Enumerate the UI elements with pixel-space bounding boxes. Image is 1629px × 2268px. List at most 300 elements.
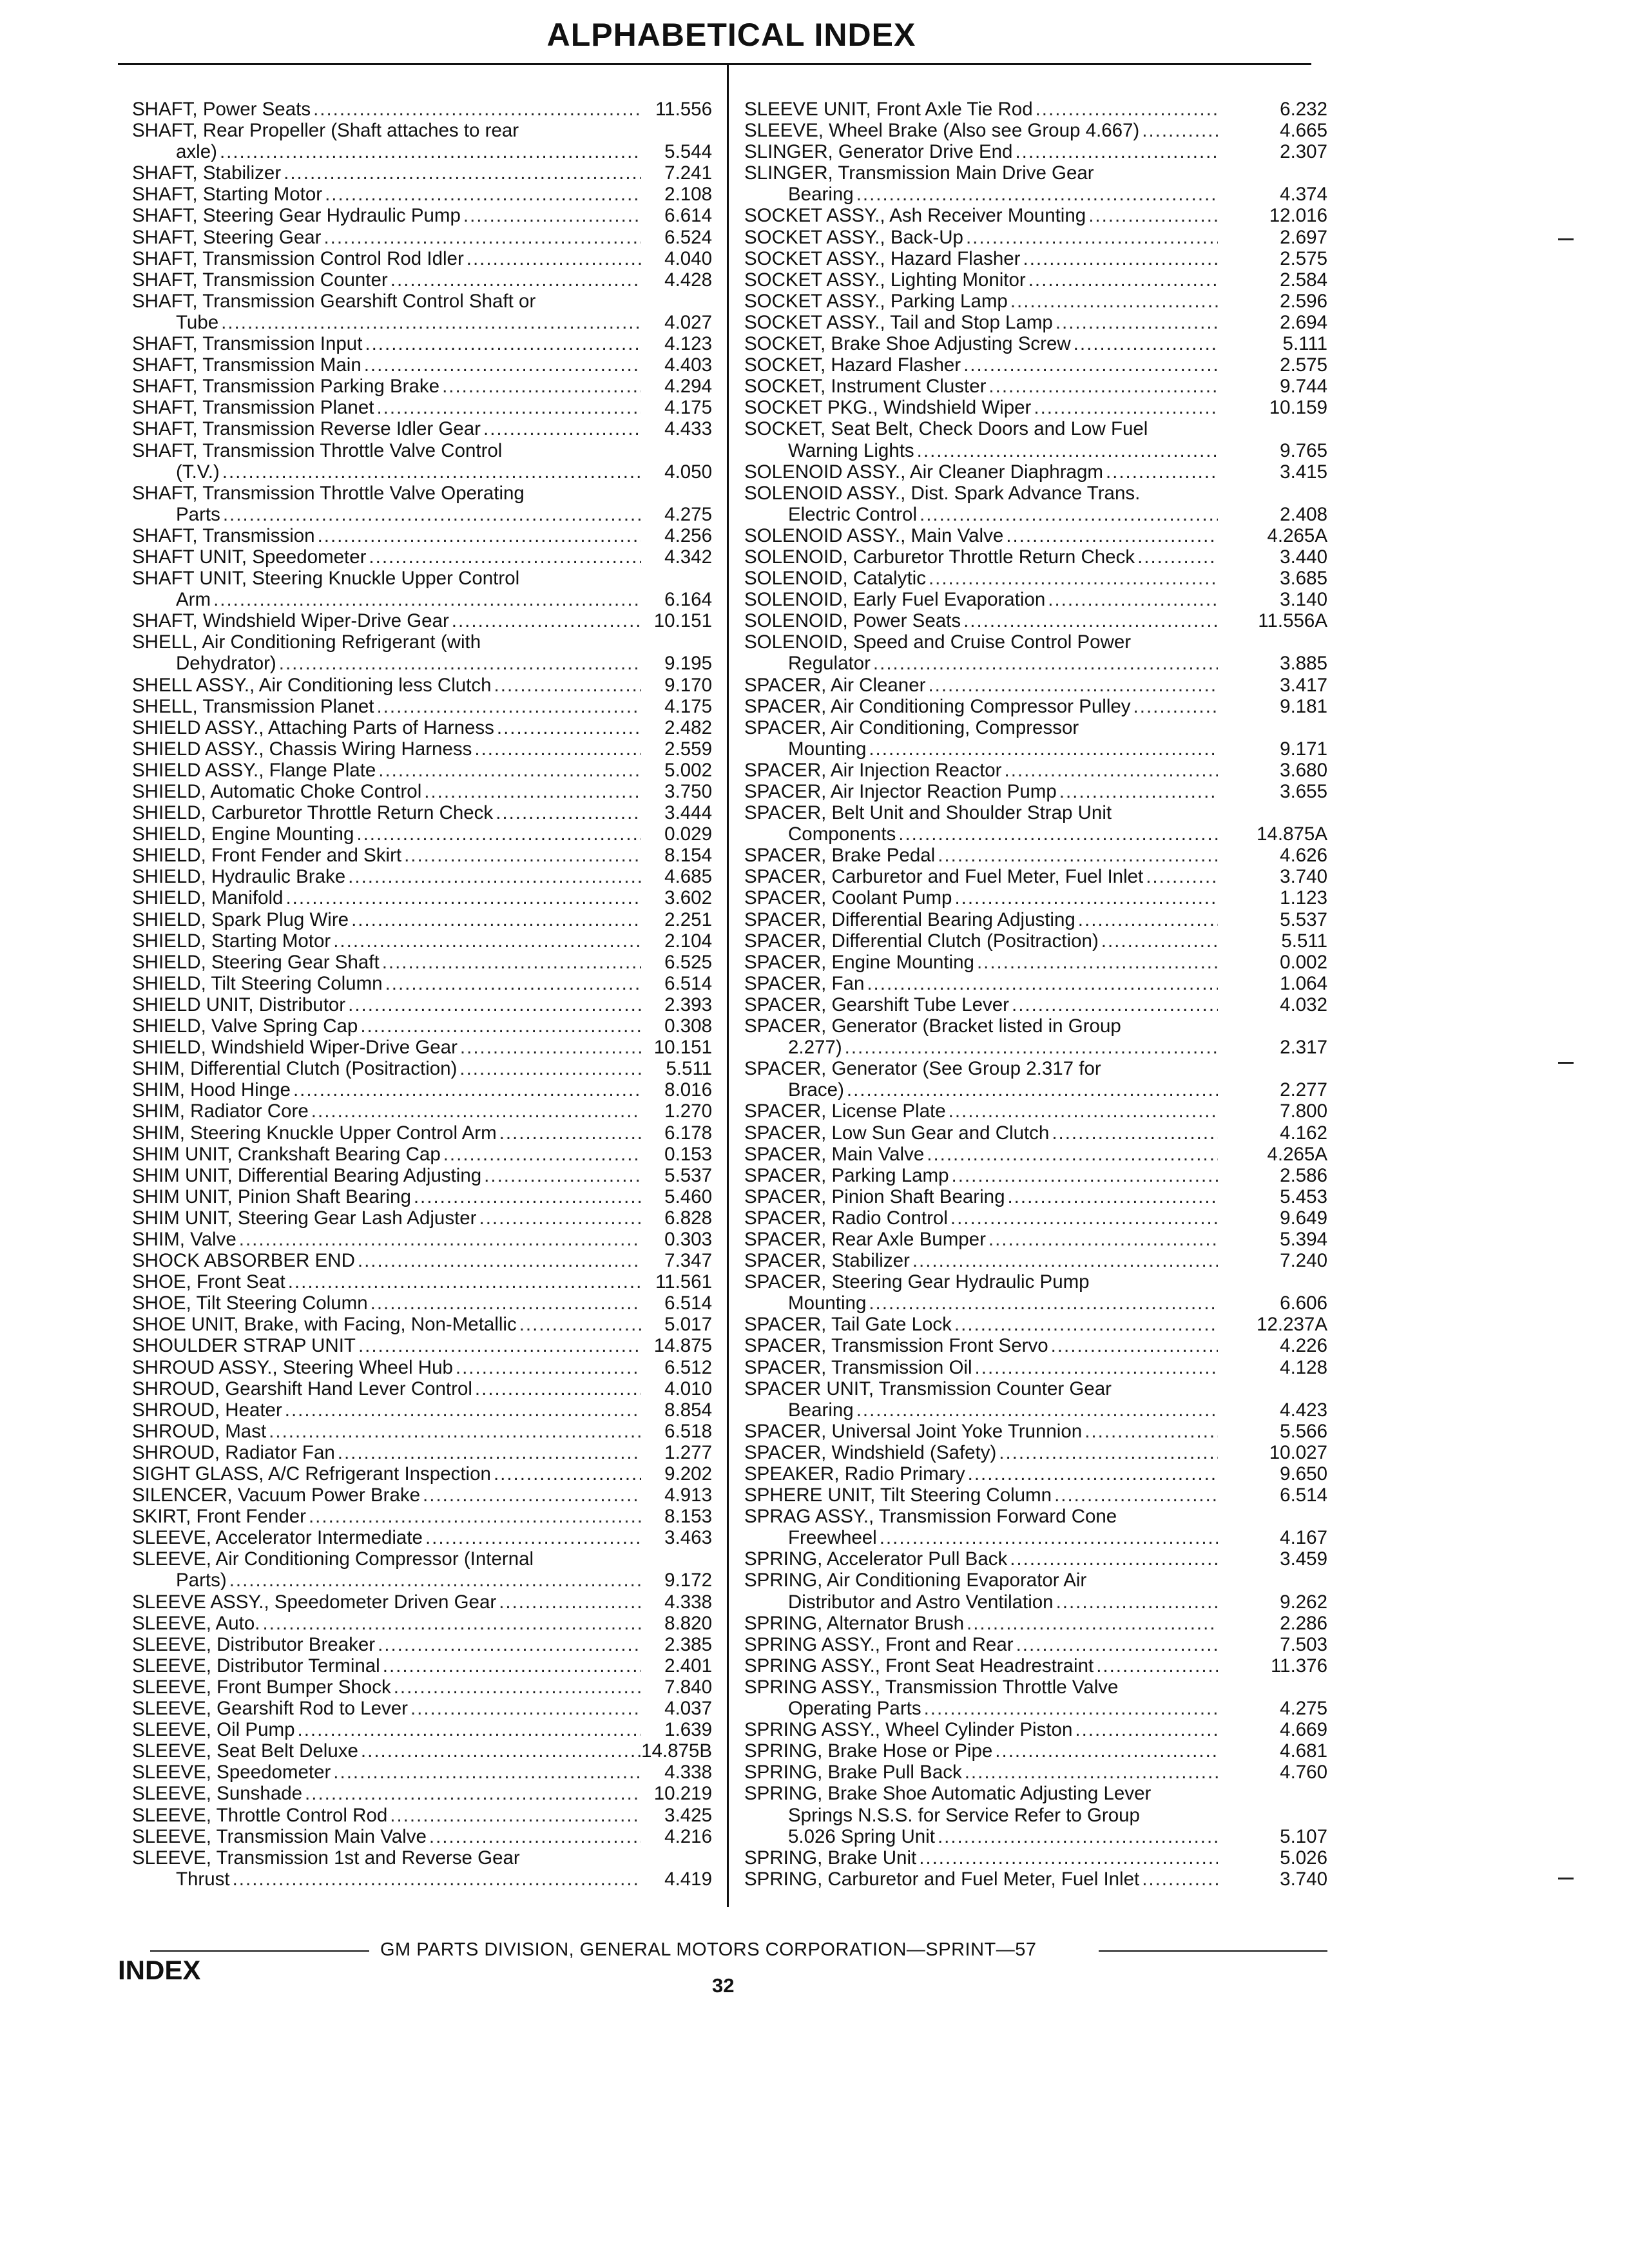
dot-leader <box>1015 141 1218 162</box>
index-entry <box>744 1144 1327 1165</box>
dot-leader <box>459 1058 641 1079</box>
footer-publisher: GM PARTS DIVISION, GENERAL MOTORS CORPORATION—SPRINT—57 <box>380 1939 1037 1960</box>
entry-text <box>744 461 1218 483</box>
dot-leader <box>938 845 1218 866</box>
entry-line <box>744 589 1218 610</box>
dot-leader <box>1078 909 1218 930</box>
entry-text <box>744 1357 1218 1378</box>
entry-page-ref: 9.649 <box>1280 1207 1327 1229</box>
index-entry <box>744 1058 1327 1100</box>
footer-rule-right <box>1099 1950 1327 1952</box>
dot-leader <box>869 1293 1218 1314</box>
dot-leader <box>952 1165 1218 1186</box>
entry-line <box>744 973 1218 994</box>
entry-text <box>744 205 1218 226</box>
entry-line <box>132 1826 641 1847</box>
entry-page-ref: 8.154 <box>664 845 712 867</box>
entry-label: SOLENOID, Speed and Cruise Control Power <box>744 631 1132 653</box>
dot-leader <box>279 653 641 674</box>
entry-label: SHAFT UNIT, Steering Knuckle Upper Control <box>132 568 520 590</box>
dot-leader <box>376 696 641 717</box>
entry-text <box>132 696 641 717</box>
entry-line <box>132 483 641 504</box>
entry-line <box>744 1613 1218 1634</box>
entry-line <box>744 354 1218 376</box>
dot-leader <box>963 610 1218 631</box>
dot-leader <box>484 1165 641 1186</box>
entry-text <box>744 1677 1218 1719</box>
entry-text <box>132 952 641 973</box>
entry-label: SLEEVE ASSY., Speedometer Driven Gear <box>132 1591 497 1613</box>
entry-text <box>132 1740 641 1762</box>
dot-leader <box>845 1037 1218 1058</box>
dot-leader <box>917 440 1218 461</box>
index-entry <box>132 99 712 120</box>
index-entry <box>132 162 712 184</box>
entry-label: Bearing <box>788 184 854 206</box>
entry-line <box>132 845 641 866</box>
entry-label: Parts <box>176 503 220 525</box>
dot-leader <box>456 1357 641 1378</box>
entry-label: SOCKET ASSY., Parking Lamp <box>744 290 1008 312</box>
entry-text <box>744 1570 1218 1612</box>
entry-label: Thrust <box>176 1868 230 1890</box>
index-entry <box>744 141 1327 162</box>
entry-label: SHAFT, Transmission Planet <box>132 397 374 419</box>
dot-leader <box>1096 1655 1218 1677</box>
entry-continuation-line <box>132 312 641 333</box>
entry-page-ref: 9.195 <box>664 653 712 675</box>
entry-label: SPACER, Differential Clutch (Positraction) <box>744 930 1099 952</box>
entry-line <box>744 1314 1218 1335</box>
entry-label: SPACER, Brake Pedal <box>744 845 936 867</box>
entry-label: SHELL, Transmission Planet <box>132 695 374 717</box>
entry-text <box>744 376 1218 397</box>
index-entry <box>744 675 1327 696</box>
entry-label: SPACER, Belt Unit and Shoulder Strap Unit <box>744 802 1112 824</box>
entry-text <box>744 845 1218 866</box>
entry-line <box>132 930 641 952</box>
entry-text <box>132 568 641 610</box>
index-entry <box>132 120 712 162</box>
entry-page-ref: 3.444 <box>664 802 712 824</box>
index-entry <box>132 397 712 418</box>
entry-label: SLEEVE, Air Conditioning Compressor (Internal <box>132 1548 534 1570</box>
entry-line <box>132 1591 641 1613</box>
index-entry <box>132 1250 712 1271</box>
entry-label: Tube <box>176 311 219 333</box>
index-entry <box>132 760 712 781</box>
dot-leader <box>262 1613 641 1634</box>
entry-label: SPRING, Brake Pull Back <box>744 1762 962 1783</box>
dot-leader <box>1146 866 1218 887</box>
dot-leader <box>378 1634 641 1655</box>
entry-label: SHIM, Radiator Core <box>132 1100 309 1122</box>
dot-leader <box>519 1314 641 1335</box>
entry-line <box>744 952 1218 973</box>
index-entry <box>744 1677 1327 1719</box>
entry-page-ref: 14.875A <box>1257 823 1327 845</box>
entry-text <box>132 1229 641 1250</box>
dot-leader <box>975 1357 1218 1378</box>
dot-leader <box>483 418 641 439</box>
entry-page-ref: 5.394 <box>1280 1228 1327 1250</box>
entry-label: SPACER, Generator (See Group 2.317 for <box>744 1058 1101 1080</box>
entry-text <box>744 248 1218 269</box>
entry-text <box>132 887 641 908</box>
entry-label: SPRING ASSY., Front Seat Headrestraint <box>744 1655 1094 1677</box>
entry-text <box>132 1335 641 1356</box>
entry-page-ref: 2.559 <box>664 738 712 760</box>
dot-leader <box>977 952 1218 973</box>
dot-leader <box>1106 461 1218 483</box>
entry-page-ref: 3.140 <box>1280 589 1327 611</box>
dot-leader <box>298 1719 642 1740</box>
index-entry <box>132 823 712 845</box>
entry-page-ref: 5.511 <box>666 1058 712 1080</box>
dot-leader <box>1142 120 1218 141</box>
entry-label: SHAFT, Transmission Reverse Idler Gear <box>132 418 481 440</box>
index-entry <box>132 1399 712 1421</box>
index-entry <box>132 1378 712 1399</box>
entry-page-ref: 9.171 <box>1280 738 1327 760</box>
entry-label: SPACER, Transmission Front Servo <box>744 1335 1048 1357</box>
entry-line <box>744 1740 1218 1762</box>
entry-line <box>132 1186 641 1207</box>
entry-line <box>132 1165 641 1186</box>
index-entry <box>744 568 1327 589</box>
entry-text <box>132 1485 641 1506</box>
entry-line <box>132 1698 641 1719</box>
entry-text <box>744 1207 1218 1229</box>
entry-text <box>744 1548 1218 1570</box>
entry-label: Electric Control <box>788 503 918 525</box>
entry-label: SHIELD, Hydraulic Brake <box>132 866 346 888</box>
index-entry <box>744 781 1327 802</box>
entry-text <box>744 930 1218 952</box>
index-entry <box>132 1613 712 1634</box>
dot-leader <box>333 930 641 952</box>
index-entry <box>132 184 712 205</box>
index-entry <box>132 696 712 717</box>
entry-label: SHELL, Air Conditioning Refrigerant (with <box>132 631 481 653</box>
entry-continuation-line <box>132 141 641 162</box>
dot-leader <box>898 823 1218 845</box>
entry-label: SHOCK ABSORBER END <box>132 1250 355 1272</box>
entry-label: SPACER, Engine Mounting <box>744 951 974 973</box>
entry-line <box>132 184 641 205</box>
entry-text <box>132 162 641 184</box>
index-entry <box>744 312 1327 333</box>
entry-line <box>132 887 641 908</box>
entry-text <box>744 312 1218 333</box>
index-entry <box>132 1506 712 1527</box>
entry-label: SHAFT, Rear Propeller (Shaft attaches to rear <box>132 120 519 142</box>
entry-text <box>744 162 1218 205</box>
dot-leader <box>325 184 641 205</box>
entry-page-ref: 2.401 <box>664 1655 712 1677</box>
entry-line <box>744 162 1218 184</box>
entry-label: Warning Lights <box>788 439 914 461</box>
entry-page-ref: 3.463 <box>664 1527 712 1549</box>
entry-text <box>744 802 1218 845</box>
index-entry <box>744 483 1327 525</box>
entry-text <box>132 1357 641 1378</box>
index-entry <box>132 717 712 738</box>
entry-text <box>132 1079 641 1100</box>
entry-line <box>744 525 1218 546</box>
entry-line <box>132 1634 641 1655</box>
dot-leader <box>880 1527 1218 1548</box>
index-entry <box>744 1719 1327 1740</box>
entry-text <box>744 952 1218 973</box>
entry-line <box>132 546 641 568</box>
entry-line <box>744 1783 1218 1804</box>
entry-page-ref: 5.544 <box>664 141 712 163</box>
entry-page-ref: 8.153 <box>664 1506 712 1528</box>
index-entry <box>132 1015 712 1037</box>
dot-leader <box>988 1229 1218 1250</box>
dot-leader <box>1101 930 1218 952</box>
entry-page-ref: 9.650 <box>1280 1463 1327 1485</box>
entry-label: SHROUD, Gearshift Hand Lever Control <box>132 1378 472 1399</box>
dot-leader <box>1010 1548 1218 1570</box>
entry-label: SPACER, Air Injector Reaction Pump <box>744 781 1057 802</box>
entry-line <box>132 631 641 653</box>
entry-line <box>744 1250 1218 1271</box>
index-entry <box>744 930 1327 952</box>
entry-line <box>132 1719 641 1740</box>
entry-page-ref: 10.027 <box>1269 1441 1327 1463</box>
entry-page-ref: 2.596 <box>1280 290 1327 312</box>
entry-line <box>744 461 1218 483</box>
page-number: 32 <box>712 1974 735 1997</box>
index-entry <box>744 952 1327 973</box>
entry-text <box>744 483 1218 525</box>
entry-text <box>132 418 641 439</box>
entry-text <box>132 1506 641 1527</box>
entry-text <box>744 866 1218 887</box>
entry-continuation-line <box>744 823 1218 845</box>
entry-label: SHAFT, Transmission Main <box>132 354 361 376</box>
entry-page-ref: 4.010 <box>664 1378 712 1399</box>
entry-page-ref: 4.040 <box>664 247 712 269</box>
index-entry <box>132 525 712 546</box>
dot-leader <box>369 546 641 568</box>
entry-line <box>132 823 641 845</box>
dot-leader <box>1010 291 1218 312</box>
entry-page-ref: 5.537 <box>1280 908 1327 930</box>
index-entry <box>132 1122 712 1144</box>
entry-label: SLEEVE, Accelerator Intermediate <box>132 1527 423 1549</box>
entry-label: SOCKET, Hazard Flasher <box>744 354 961 376</box>
index-entry <box>132 610 712 631</box>
entry-page-ref: 2.408 <box>1280 503 1327 525</box>
entry-label: SPACER, Rear Axle Bumper <box>744 1228 986 1250</box>
index-entry <box>744 760 1327 781</box>
entry-label: SHIELD, Spark Plug Wire <box>132 908 349 930</box>
entry-label: SHAFT, Transmission <box>132 524 315 546</box>
entry-text <box>744 269 1218 291</box>
index-entry <box>744 333 1327 354</box>
entry-page-ref: 4.256 <box>664 524 712 546</box>
entry-line <box>744 1655 1218 1677</box>
entry-page-ref: 7.840 <box>664 1676 712 1698</box>
index-entry <box>132 418 712 439</box>
entry-line <box>744 418 1218 439</box>
entry-page-ref: 4.433 <box>664 418 712 440</box>
dot-leader <box>285 887 641 908</box>
entry-line <box>744 1548 1218 1570</box>
dot-leader <box>1052 1122 1218 1144</box>
dot-leader <box>856 184 1218 205</box>
entry-line <box>744 887 1218 908</box>
entry-line <box>744 930 1218 952</box>
entry-page-ref: 5.107 <box>1280 1825 1327 1847</box>
entry-page-ref: 4.342 <box>664 546 712 568</box>
entry-line <box>132 1378 641 1399</box>
index-entry <box>132 1826 712 1847</box>
entry-page-ref: 6.514 <box>664 972 712 994</box>
entry-line <box>132 1805 641 1826</box>
entry-continuation-line <box>132 1570 641 1591</box>
index-entry <box>744 1122 1327 1144</box>
entry-page-ref: 0.029 <box>664 823 712 845</box>
dot-leader <box>309 1506 641 1527</box>
entry-text <box>744 1421 1218 1442</box>
index-entry <box>132 376 712 397</box>
entry-label: SLEEVE, Seat Belt Deluxe <box>132 1740 358 1762</box>
entry-page-ref: 6.518 <box>664 1420 712 1442</box>
entry-line <box>744 269 1218 291</box>
entry-text <box>132 1655 641 1677</box>
entry-page-ref: 3.425 <box>664 1804 712 1826</box>
entry-text <box>132 1762 641 1783</box>
entry-line <box>132 802 641 823</box>
entry-text <box>744 1144 1218 1165</box>
dot-leader <box>358 1335 641 1356</box>
index-entry <box>744 227 1327 248</box>
entry-label: SHIM, Hood Hinge <box>132 1079 291 1101</box>
entry-text <box>744 887 1218 908</box>
dot-leader <box>285 1399 641 1421</box>
index-entry <box>744 205 1327 226</box>
entry-text <box>744 1335 1218 1356</box>
entry-page-ref: 4.162 <box>1280 1122 1327 1144</box>
entry-text <box>132 1527 641 1548</box>
entry-line <box>132 1293 641 1314</box>
index-entry <box>132 205 712 226</box>
entry-text <box>132 440 641 483</box>
entry-label: SPHERE UNIT, Tilt Steering Column <box>744 1485 1052 1506</box>
dot-leader <box>222 461 641 483</box>
entry-line <box>132 568 641 589</box>
entry-label: SKIRT, Front Fender <box>132 1506 306 1528</box>
entry-line <box>132 696 641 717</box>
entry-page-ref: 3.440 <box>1280 546 1327 568</box>
entry-page-ref: 12.237A <box>1257 1314 1327 1336</box>
dot-leader <box>284 162 641 184</box>
entry-page-ref: 3.885 <box>1280 653 1327 675</box>
entry-line <box>132 333 641 354</box>
entry-text <box>132 675 641 696</box>
entry-continuation-line <box>744 1079 1218 1100</box>
entry-line <box>744 631 1218 653</box>
index-entry <box>744 354 1327 376</box>
entry-label: SHIELD, Front Fender and Skirt <box>132 845 402 867</box>
dot-leader <box>1075 1719 1218 1740</box>
dot-leader <box>311 1100 641 1122</box>
entry-text <box>132 333 641 354</box>
entry-line <box>744 1229 1218 1250</box>
entry-label: Parts) <box>176 1570 227 1591</box>
entry-label: SHIM, Steering Knuckle Upper Control Arm <box>132 1122 497 1144</box>
entry-label: SHIELD ASSY., Chassis Wiring Harness <box>132 738 472 760</box>
index-entry <box>132 1271 712 1293</box>
entry-page-ref: 1.639 <box>664 1719 712 1741</box>
dot-leader <box>968 1463 1218 1485</box>
dot-leader <box>313 99 641 120</box>
index-entry <box>132 1591 712 1613</box>
entry-text <box>132 823 641 845</box>
index-entry <box>744 525 1327 546</box>
entry-line <box>132 1229 641 1250</box>
index-entry <box>744 589 1327 610</box>
dot-leader <box>856 1399 1218 1421</box>
entry-continuation-line <box>744 1698 1218 1719</box>
entry-page-ref: 4.685 <box>664 866 712 888</box>
entry-line <box>132 1506 641 1527</box>
index-entry <box>132 1805 712 1826</box>
index-entry <box>744 994 1327 1015</box>
entry-label: SPACER, Gearshift Tube Lever <box>744 994 1009 1015</box>
entry-page-ref: 7.503 <box>1280 1633 1327 1655</box>
entry-line <box>744 1677 1218 1698</box>
entry-line <box>132 1463 641 1485</box>
dot-leader <box>404 845 641 866</box>
entry-page-ref: 9.181 <box>1280 695 1327 717</box>
entry-label: SHIM UNIT, Pinion Shaft Bearing <box>132 1186 411 1207</box>
entry-page-ref: 9.744 <box>1280 376 1327 398</box>
index-entry <box>132 483 712 525</box>
entry-page-ref: 4.428 <box>664 269 712 291</box>
index-entry <box>744 1314 1327 1335</box>
dot-leader <box>966 227 1218 248</box>
entry-line <box>744 760 1218 781</box>
index-entry <box>132 1421 712 1442</box>
entry-label: SOLENOID, Power Seats <box>744 610 961 632</box>
dot-leader <box>1056 1591 1218 1613</box>
entry-line <box>744 1485 1218 1506</box>
entry-line <box>744 909 1218 930</box>
entry-text <box>132 1100 641 1122</box>
entry-text <box>744 525 1218 546</box>
entry-label: SHAFT, Transmission Parking Brake <box>132 376 440 398</box>
entry-page-ref: 10.159 <box>1269 397 1327 419</box>
entry-continuation-line <box>744 1805 1218 1826</box>
entry-page-ref: 4.050 <box>664 461 712 483</box>
entry-label: SOCKET ASSY., Hazard Flasher <box>744 247 1021 269</box>
entry-line <box>744 333 1218 354</box>
entry-continuation-line <box>744 1826 1218 1847</box>
dot-leader <box>847 1079 1218 1100</box>
index-entry <box>132 1527 712 1548</box>
entry-page-ref: 4.913 <box>664 1485 712 1506</box>
entry-label: SPRING, Brake Unit <box>744 1847 917 1869</box>
entry-label: SHAFT, Steering Gear <box>132 226 322 248</box>
entry-label: SLEEVE, Oil Pump <box>132 1719 295 1741</box>
entry-line <box>132 1421 641 1442</box>
